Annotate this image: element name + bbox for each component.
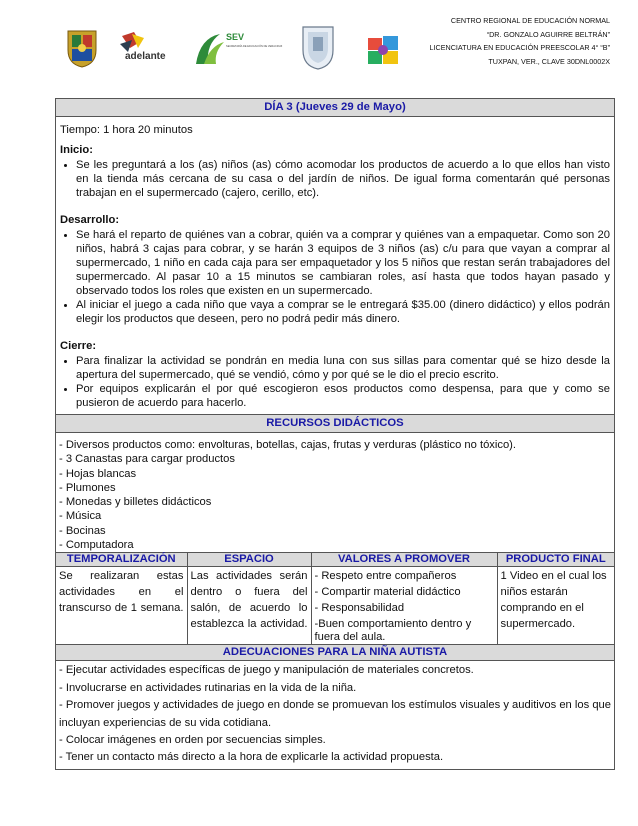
inicio-label: Inicio:	[60, 144, 93, 156]
inicio-list	[60, 158, 610, 200]
institution-block	[350, 14, 610, 68]
institution-program: LICENCIATURA EN EDUCACIÓN PREESCOLAR 4° “B”	[429, 43, 610, 52]
list-item: - Ejecutar actividades específicas de juego y manipulación de materiales concretos.	[59, 664, 474, 677]
adecuaciones-title: ADECUACIONES PARA LA NIÑA AUTISTA	[56, 645, 614, 661]
list-item: - Música	[59, 510, 102, 523]
day-title: DÍA 3 (Jueves 29 de Mayo)	[56, 99, 614, 117]
list-item: - Involucrarse en actividades rutinarias en la vida de la niña.	[59, 681, 357, 694]
cierre-label: Cierre:	[60, 340, 97, 352]
time-text: Tiempo: 1 hora 20 minutos	[60, 124, 193, 136]
grid-header-row	[56, 553, 614, 567]
list-item: - Compartir material didáctico	[314, 586, 461, 599]
list-item: - Computadora	[59, 539, 134, 552]
resources-list	[56, 433, 614, 553]
header-espacio: ESPACIO	[187, 553, 311, 567]
producto-cell: 1 Video en el cual los niños estarán comprando en el supermercado.	[497, 567, 614, 645]
list-item: • Se hará el reparto de quiénes van a cobrar, quién va a comprar y quiénes van a empaquetar. Como son 20 niños, habrá 3 cajas para cobrar, y se harán 3 equipos de 3 niños (as) c/u para que vayan a comprar al supermercado, 1 niño en cada caja para ser empaquetador y los 5 niños que restan serán trabajadores del supermercado. Al pasar 10 a 15 minutos se cambiaran roles, así hasta que todos hayan pasado y observado todos los roles que existen en un supermercado.	[76, 228, 610, 298]
list-item: • Al iniciar el juego a cada niño que vaya a comprar se le entregará $35.00 (dinero didáctico) y ellos podrán elegir los productos que deseen, pero no podrá pedir más dinero.	[76, 298, 610, 326]
temporalizacion-cell: Se realizaran estas actividades en el transcurso de 1 semana.	[56, 567, 187, 645]
institution-honoree: “DR. GONZALO AGUIRRE BELTRÁN”	[486, 29, 610, 39]
list-item: • Por equipos explicarán el por qué escogieron esos productos como despensa, para que y como se pusieron de acuerdo para hacerlo.	[76, 382, 610, 410]
grid-content-row	[56, 567, 614, 645]
school-shield-logo	[300, 24, 336, 70]
sev-logo-text: SEV	[226, 32, 245, 42]
day-content	[56, 117, 614, 415]
list-item: • Se les preguntará a los (as) niños (as) cómo acomodar los productos de acuerdo a lo que ellos han visto en la tienda más cercana de su casa o del jardín de niños. De igual forma comentarán qué personas trabajan en el supermercado (cajero, cerillo, etc).	[76, 158, 610, 200]
lesson-plan-table	[55, 98, 615, 770]
resources-title: RECURSOS DIDÁCTICOS	[56, 415, 614, 433]
institution-location: TUXPAN, VER., CLAVE 30DNL0002X	[488, 56, 610, 66]
list-item: - Monedas y billetes didácticos	[59, 496, 212, 509]
sev-logo	[194, 28, 283, 68]
institution-name: CENTRO REGIONAL DE EDUCACIÓN NORMAL	[450, 16, 610, 25]
sev-logo-subtext: SECRETARÍA DE EDUCACIÓN DE VERACRUZ	[226, 45, 283, 48]
adecuaciones-list	[56, 661, 614, 768]
desarrollo-label: Desarrollo:	[60, 214, 120, 226]
list-item: -Buen comportamiento dentro y fuera del aula.	[314, 618, 472, 644]
header-valores: VALORES A PROMOVER	[311, 553, 497, 567]
list-item: - Plumones	[59, 481, 116, 494]
cierre-list	[60, 354, 610, 410]
page-header	[0, 0, 638, 90]
header-producto: PRODUCTO FINAL	[497, 553, 614, 567]
list-item: - Responsabilidad	[314, 602, 405, 615]
list-item: - 3 Canastas para cargar productos	[59, 453, 235, 466]
list-item: • Para finalizar la actividad se pondrán en media luna con sus sillas para comentar qué se hizo desde la apertura del supermercado, qué se vendió, cómo y por qué se le dio el precio escrito.	[76, 354, 610, 382]
veracruz-coat-of-arms-logo	[66, 28, 98, 68]
header-temporalizacion: TEMPORALIZACIÓN	[56, 553, 187, 567]
valores-cell	[311, 567, 497, 645]
desarrollo-list	[60, 228, 610, 326]
espacio-cell: Las actividades serán dentro o fuera del salón, de acuerdo lo establezca la actividad.	[187, 567, 311, 645]
adelante-logo-text: adelante	[125, 51, 166, 62]
list-item: - Tener un contacto más directo a la hora de explicarle la actividad propuesta.	[59, 751, 444, 764]
adelante-logo	[118, 30, 174, 64]
list-item: - Hojas blancas	[59, 467, 137, 480]
list-item: - Diversos productos como: envolturas, botellas, cajas, frutas y verduras (plástico no tóxico).	[59, 439, 517, 451]
list-item: - Colocar imágenes en orden por secuencias simples.	[59, 734, 326, 746]
planning-grid	[56, 553, 614, 645]
list-item: - Respeto entre compañeros	[314, 570, 457, 583]
list-item: - Promover juegos y actividades de juego en donde se promuevan los estímulos visuales y auditivos en los que incluyan experiencias de su vida cotidiana.	[59, 699, 611, 729]
list-item: - Bocinas	[59, 524, 106, 537]
